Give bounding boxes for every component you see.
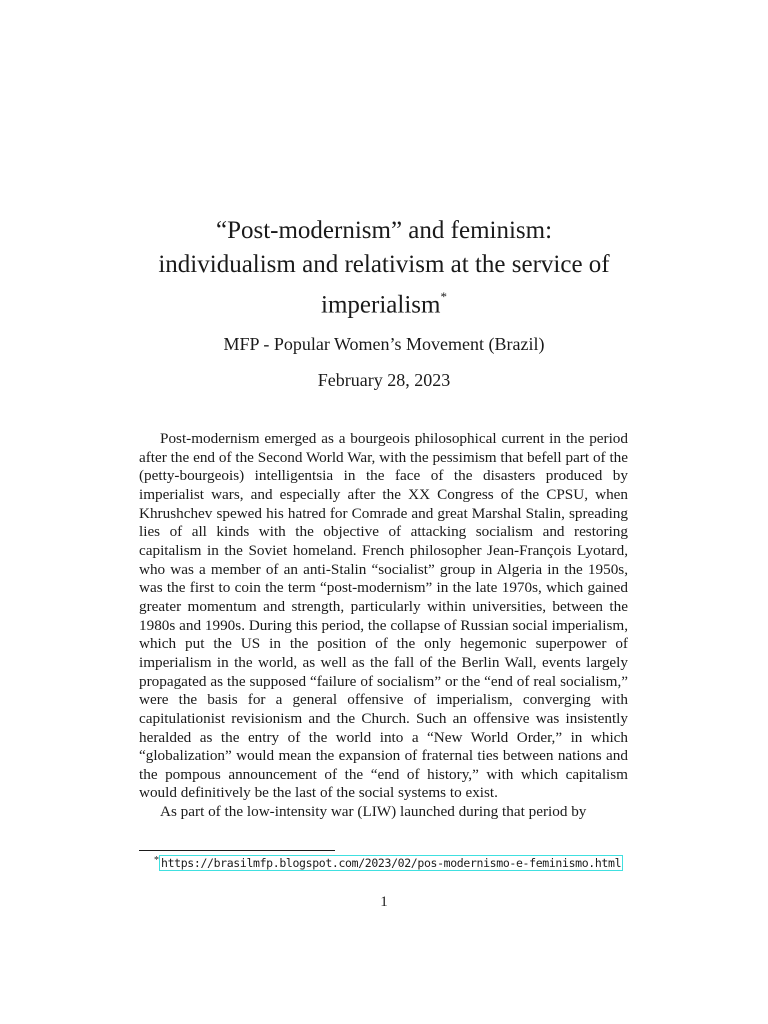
document-author: MFP - Popular Women’s Movement (Brazil) [223,334,545,354]
document-date: February 28, 2023 [317,370,451,390]
body-paragraph-1: Post-modernism emerged as a bourgeois philosophical current in the period after the end of the Second World War, with the pessimism that befell part of the (petty-bourgeois) intelligentsia in the face of the disasters produced by imperialist wars, and especially after the XX Congress of the CPSU, when Khrushchev spewed his hatred for Comrade and great Marshal Stalin, spreading lies of all kinds with the objective of attacking socialism and restoring capitalism in the Soviet homeland. French philosopher Jean-François Lyotard, who was a member of an anti-Stalin “socialist” group in Algeria in the 1950s, was the first to coin the term “post-modernism” in the late 1970s, which gained greater momentum and strength, particularly within universities, between the 1980s and 1990s. During this period, the collapse of Russian social imperialism, which put the US in the position of the only hegemonic superpower of imperialism in the world, as well as the fall of the Berlin Wall, events largely propagated as the supposed “failure of socialism” or the “end of real socialism,” were the basis for a general offensive of imperialism, converging with capitulationist revisionism and the Church. Such an offensive was insistently heralded as the entry of the world into a “New World Order,” in which “globalization” would mean the expansion of fraternal ties between nations and the pompous announcement of the “end of history,” with which capitalism would definitively be the last of the social systems to exist. [139,430,628,802]
title-line-3 [100,282,668,322]
body-paragraph-2: As part of the low-intensity war (LIW) launched during that period by [160,803,587,821]
document-body [139,430,628,822]
title-line-1: “Post-modernism” and feminism: [215,217,553,244]
document-title [100,214,668,322]
title-footnote-mark[interactable]: * [440,289,447,304]
footnote-divider [139,850,335,851]
footnote [154,853,623,871]
page-number: 1 [380,894,388,910]
title-line-3-text: imperialism [321,291,441,319]
title-line-2: individualism and relativism at the service of [158,251,610,278]
footnote-mark: * [154,855,159,866]
footnote-link[interactable]: https://brasilmfp.blogspot.com/2023/02/pos-modernismo-e-feminismo.html [161,856,622,870]
